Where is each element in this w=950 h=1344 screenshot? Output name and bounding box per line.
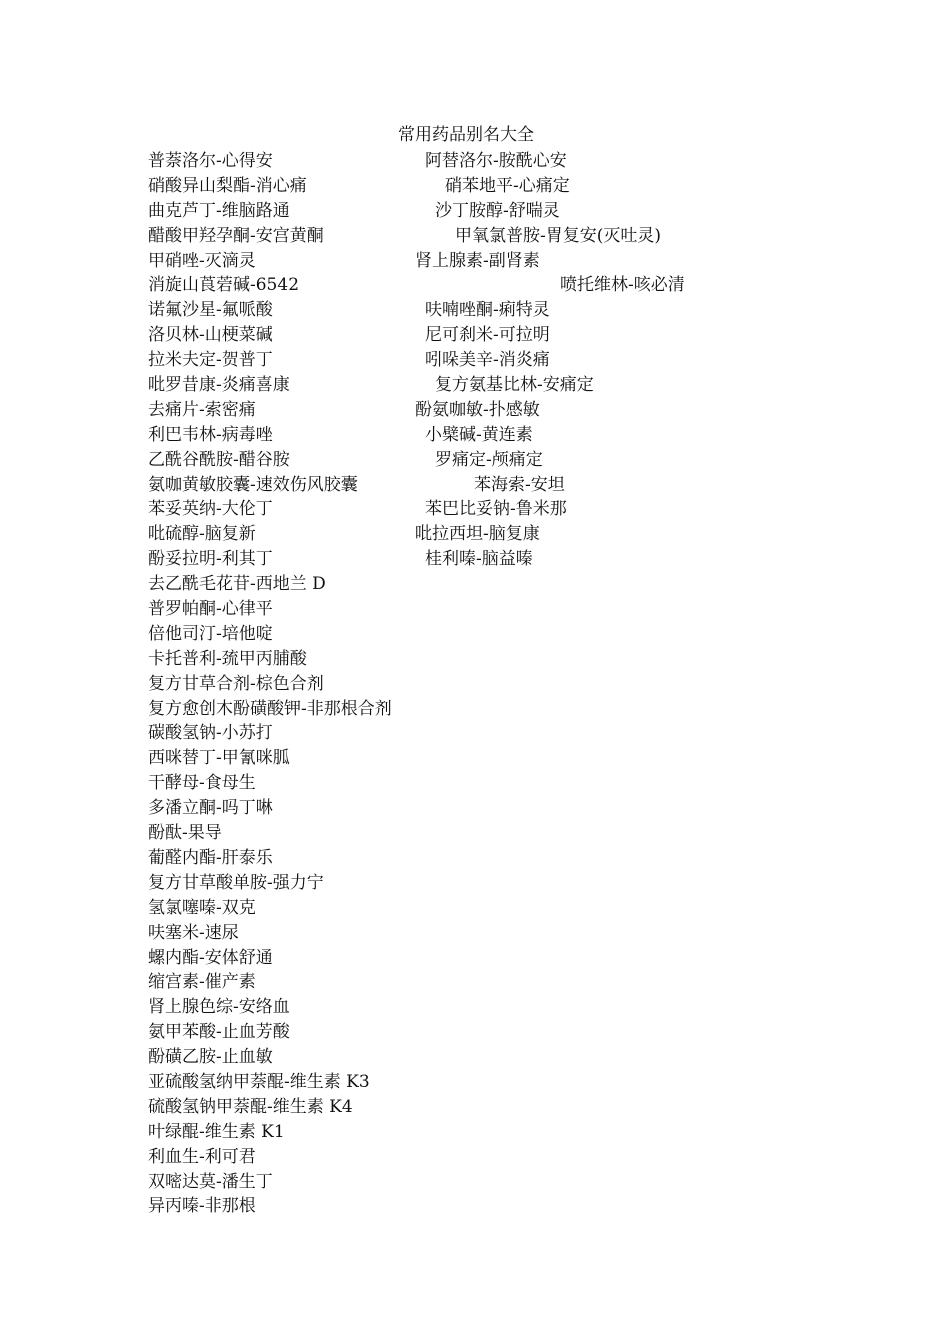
drug-alias-left: 洛贝林-山梗菜碱	[148, 325, 273, 346]
list-row	[148, 273, 848, 298]
list-row	[148, 1020, 848, 1045]
list-row	[148, 547, 848, 572]
list-row	[148, 697, 848, 722]
drug-alias-left: 吡罗昔康-炎痛喜康	[148, 375, 290, 396]
drug-alias-left: 拉米夫定-贺普丁	[148, 350, 273, 371]
list-row	[148, 746, 848, 771]
drug-alias-right: 甲氧氯普胺-胃复安(灭吐灵)	[455, 225, 662, 246]
drug-alias-right: 苯巴比妥钠-鲁米那	[425, 499, 567, 520]
list-row	[148, 423, 848, 448]
list-row	[148, 995, 848, 1020]
list-row	[148, 647, 848, 672]
drug-alias-left: 倍他司汀-培他啶	[148, 623, 273, 644]
list-row	[148, 1095, 848, 1120]
drug-alias-left: 叶绿醌-维生素 K1	[148, 1121, 285, 1142]
drug-alias-left: 氢氯噻嗪-双克	[148, 897, 256, 918]
drug-alias-left: 普罗帕酮-心律平	[148, 599, 273, 620]
drug-alias-right: 酚氨咖敏-扑感敏	[415, 399, 540, 420]
drug-alias-right: 肾上腺素-副肾素	[415, 250, 540, 271]
drug-alias-right: 罗痛定-颅痛定	[435, 449, 543, 470]
list-row	[148, 821, 848, 846]
list-row	[148, 497, 848, 522]
drug-alias-left: 氨咖黄敏胶囊-速效伤风胶囊	[148, 474, 358, 495]
drug-alias-left: 卡托普利-巯甲丙脯酸	[148, 648, 307, 669]
list-row	[148, 1170, 848, 1195]
drug-alias-left: 去痛片-索密痛	[148, 399, 256, 420]
drug-alias-right: 复方氨基比林-安痛定	[435, 375, 594, 396]
drug-alias-left: 酚磺乙胺-止血敏	[148, 1047, 273, 1068]
drug-alias-left: 氨甲苯酸-止血芳酸	[148, 1022, 290, 1043]
list-row	[148, 1070, 848, 1095]
drug-alias-left: 干酵母-食母生	[148, 773, 256, 794]
list-row	[148, 224, 848, 249]
list-row	[148, 921, 848, 946]
drug-alias-right: 苯海索-安坦	[474, 474, 565, 495]
drug-alias-left: 去乙酰毛花苷-西地兰 D	[148, 574, 326, 595]
list-row	[148, 298, 848, 323]
list-row	[148, 721, 848, 746]
list-row	[148, 896, 848, 921]
list-row	[148, 597, 848, 622]
list-row	[148, 522, 848, 547]
list-row	[148, 448, 848, 473]
drug-alias-left: 吡硫醇-脑复新	[148, 524, 256, 545]
list-row	[148, 796, 848, 821]
list-row	[148, 1145, 848, 1170]
drug-alias-left: 利血生-利可君	[148, 1146, 256, 1167]
drug-alias-right: 硝苯地平-心痛定	[445, 175, 570, 196]
drug-alias-left: 复方愈创木酚磺酸钾-非那根合剂	[148, 698, 392, 719]
list-row	[148, 373, 848, 398]
list-row	[148, 473, 848, 498]
list-row	[148, 323, 848, 348]
list-row	[148, 398, 848, 423]
drug-alias-left: 缩宫素-催产素	[148, 972, 256, 993]
drug-alias-left: 螺内酯-安体舒通	[148, 947, 273, 968]
drug-alias-left: 肾上腺色综-安络血	[148, 997, 290, 1018]
drug-alias-left: 葡醛内酯-肝泰乐	[148, 847, 273, 868]
list-row	[148, 771, 848, 796]
list-row	[148, 249, 848, 274]
drug-alias-right: 小檗碱-黄连素	[425, 424, 533, 445]
list-row	[148, 1194, 848, 1219]
drug-alias-left: 异丙嗪-非那根	[148, 1196, 256, 1217]
drug-alias-left: 普萘洛尔-心得安	[148, 151, 273, 171]
drug-alias-left: 酚酞-果导	[148, 823, 222, 844]
drug-alias-left: 曲克芦丁-维脑路通	[148, 200, 290, 221]
drug-alias-left: 硝酸异山梨酯-消心痛	[148, 175, 307, 196]
list-row	[148, 174, 848, 199]
drug-alias-left: 西咪替丁-甲氰咪胍	[148, 748, 290, 769]
list-row	[148, 1120, 848, 1145]
list-row	[148, 622, 848, 647]
list-row	[148, 1045, 848, 1070]
drug-alias-right: 桂利嗪-脑益嗪	[425, 549, 533, 570]
drug-alias-left: 多潘立酮-吗丁啉	[148, 798, 273, 819]
list-row	[148, 946, 848, 971]
drug-alias-left: 硫酸氢钠甲萘醌-维生素 K4	[148, 1096, 353, 1117]
drug-alias-left: 醋酸甲羟孕酮-安宫黄酮	[148, 225, 324, 246]
drug-alias-left: 消旋山莨菪碱-6542	[148, 275, 300, 296]
drug-alias-left: 复方甘草合剂-棕色合剂	[148, 673, 324, 694]
document-title: 常用药品别名大全	[398, 125, 534, 145]
drug-alias-right: 吡拉西坦-脑复康	[415, 524, 540, 545]
drug-alias-left: 呋塞米-速尿	[148, 922, 239, 943]
list-row	[148, 572, 848, 597]
drug-alias-right: 喷托维林-咳必清	[560, 275, 685, 296]
list-row	[148, 970, 848, 995]
drug-alias-left: 诺氟沙星-氟哌酸	[148, 300, 273, 321]
drug-alias-right: 沙丁胺醇-舒喘灵	[435, 200, 560, 221]
drug-alias-right: 呋喃唑酮-痢特灵	[425, 300, 550, 321]
drug-alias-list	[148, 149, 848, 1219]
drug-alias-right: 吲哚美辛-消炎痛	[425, 350, 550, 371]
list-row	[148, 672, 848, 697]
list-row	[148, 199, 848, 224]
list-row	[148, 149, 848, 174]
drug-alias-left: 苯妥英纳-大伦丁	[148, 499, 273, 520]
drug-alias-left: 复方甘草酸单胺-强力宁	[148, 872, 324, 893]
drug-alias-left: 双嘧达莫-潘生丁	[148, 1171, 273, 1192]
drug-alias-left: 乙酰谷酰胺-醋谷胺	[148, 449, 290, 470]
drug-alias-left: 甲硝唑-灭滴灵	[148, 250, 256, 271]
list-row	[148, 846, 848, 871]
drug-alias-right: 尼可刹米-可拉明	[425, 325, 550, 346]
list-row	[148, 871, 848, 896]
drug-alias-left: 利巴韦林-病毒唑	[148, 424, 273, 445]
drug-alias-left: 亚硫酸氢纳甲萘醌-维生素 K3	[148, 1071, 370, 1092]
list-row	[148, 348, 848, 373]
drug-alias-left: 碳酸氢钠-小苏打	[148, 723, 273, 744]
drug-alias-right: 阿替洛尔-胺酰心安	[425, 151, 567, 171]
drug-alias-left: 酚妥拉明-利其丁	[148, 549, 273, 570]
